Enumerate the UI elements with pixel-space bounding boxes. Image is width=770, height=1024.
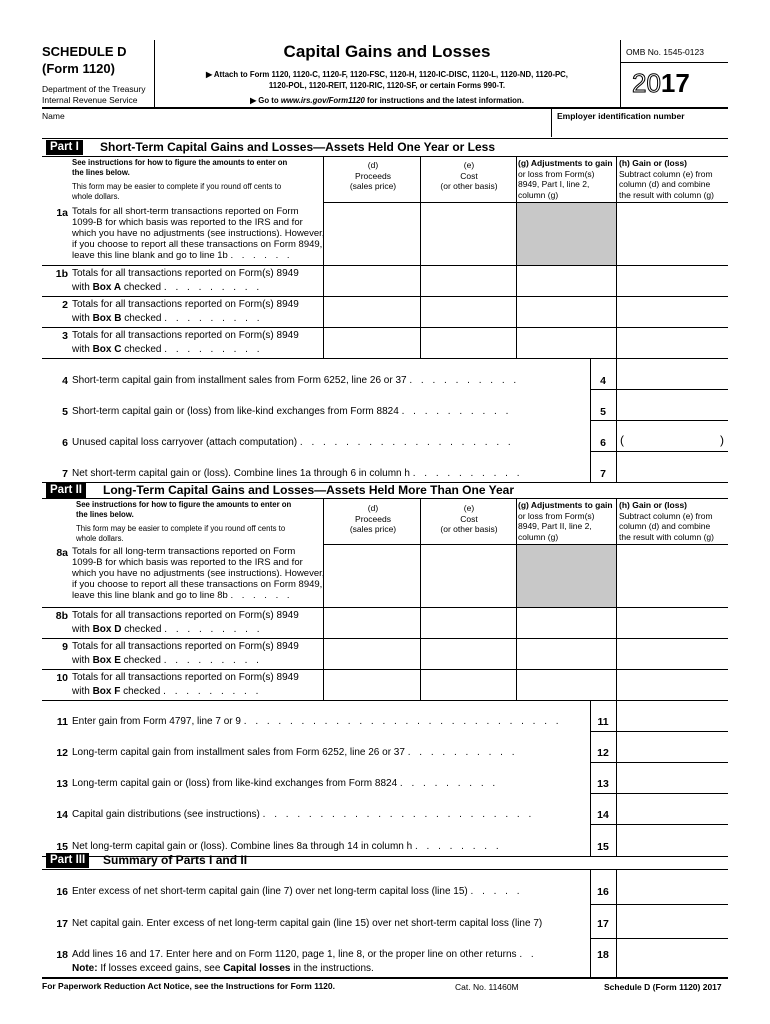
line-10-col-e-input[interactable] bbox=[422, 671, 514, 699]
line-1b-col-g-input[interactable] bbox=[518, 267, 614, 295]
line-18-box: 18 bbox=[597, 949, 609, 961]
line-1b-number: 1b bbox=[55, 268, 68, 280]
line-2-label: Totals for all transactions reported on Form(s) 8949 with Box B checked . . . . . . . . . bbox=[72, 299, 299, 324]
form-number: (Form 1120) bbox=[42, 61, 115, 76]
part1-tag: Part I bbox=[46, 140, 83, 155]
line-13-input[interactable] bbox=[618, 764, 726, 791]
line-4-label: Short-term capital gain from installment sales from Form 6252, line 26 or 37 . . . . . . . . . . bbox=[72, 375, 520, 386]
goto-line: ▶ Go to www.irs.gov/Form1120 for instructions and the latest information. bbox=[250, 96, 524, 105]
line-2-number: 2 bbox=[62, 299, 68, 311]
line-10-number: 10 bbox=[56, 672, 68, 684]
part2-col-d-header: (d) Proceeds (sales price) bbox=[349, 503, 397, 534]
line-5-input[interactable] bbox=[618, 392, 726, 419]
line-1b-label: Totals for all transactions reported on Form(s) 8949 with Box A checked . . . . . . . . . bbox=[72, 268, 299, 293]
line-13-box: 13 bbox=[597, 778, 609, 790]
line-7-input[interactable] bbox=[618, 454, 726, 481]
part1-title: Short-Term Capital Gains and Losses—Assets Held One Year or Less bbox=[100, 140, 496, 154]
line-1b-col-d-input[interactable] bbox=[325, 267, 418, 295]
part1-instructions: See instructions for how to figure the amounts to enter on the lines below. This form may be easier to complete if you round off cents to whole dollars. bbox=[72, 158, 288, 201]
irs-line: Internal Revenue Service bbox=[42, 95, 138, 105]
line-6-number: 6 bbox=[62, 437, 68, 449]
line-4-box: 4 bbox=[600, 375, 606, 387]
line-1a-col-e-input[interactable] bbox=[422, 204, 514, 263]
line-7-number: 7 bbox=[62, 468, 68, 480]
line-16-number: 16 bbox=[56, 886, 68, 898]
part2-instructions: See instructions for how to figure the amounts to enter on the lines below. This form may be easier to complete if you round off cents to whole dollars. bbox=[76, 500, 292, 543]
line-10-col-h-input[interactable] bbox=[618, 671, 726, 699]
line-8b-number: 8b bbox=[55, 610, 68, 622]
line-10-col-d-input[interactable] bbox=[325, 671, 418, 699]
line-4-input[interactable] bbox=[618, 361, 726, 388]
line-8b-col-h-input[interactable] bbox=[618, 609, 726, 637]
line-15-label: Net long-term capital gain or (loss). Combine lines 8a through 14 in column h . . . . . . . . bbox=[72, 841, 502, 852]
form-title: Capital Gains and Losses bbox=[283, 42, 491, 61]
line-7-box: 7 bbox=[600, 468, 606, 480]
line-10-label: Totals for all transactions reported on Form(s) 8949 with Box F checked . . . . . . . . . bbox=[72, 672, 299, 697]
line-12-box: 12 bbox=[597, 747, 609, 759]
line-9-col-h-input[interactable] bbox=[618, 640, 726, 668]
line-11-input[interactable] bbox=[618, 702, 726, 729]
line-16-box: 16 bbox=[597, 886, 609, 898]
line-13-number: 13 bbox=[56, 778, 68, 790]
line-3-number: 3 bbox=[62, 330, 68, 342]
line-8a-col-h-input[interactable] bbox=[618, 546, 726, 605]
department-line: Department of the Treasury bbox=[42, 84, 146, 94]
line-3-label: Totals for all transactions reported on Form(s) 8949 with Box C checked . . . . . . . . . bbox=[72, 330, 299, 355]
omb-number: OMB No. 1545-0123 bbox=[626, 47, 704, 57]
line-9-label: Totals for all transactions reported on Form(s) 8949 with Box E checked . . . . . . . . . bbox=[72, 641, 299, 666]
line-17-box: 17 bbox=[597, 918, 609, 930]
line-8b-col-e-input[interactable] bbox=[422, 609, 514, 637]
line-8a-col-d-input[interactable] bbox=[325, 546, 418, 605]
line-9-number: 9 bbox=[62, 641, 68, 653]
line-14-number: 14 bbox=[56, 809, 68, 821]
line-12-input[interactable] bbox=[618, 733, 726, 760]
line-5-number: 5 bbox=[62, 406, 68, 418]
part2-col-g-header: (g) Adjustments to gain or loss from Form(s) 8949, Part II, line 2, column (g) bbox=[518, 500, 613, 542]
line-9-col-d-input[interactable] bbox=[325, 640, 418, 668]
line-18-label: Add lines 16 and 17. Enter here and on Form 1120, page 1, line 8, or the proper line on other returns . . bbox=[72, 949, 537, 960]
line-1a-col-h-input[interactable] bbox=[618, 204, 726, 263]
line-12-number: 12 bbox=[56, 747, 68, 759]
schedule-title: SCHEDULE D bbox=[42, 44, 127, 59]
line-17-input[interactable] bbox=[618, 906, 726, 936]
line-1a-number: 1a bbox=[56, 207, 68, 219]
line-3-col-e-input[interactable] bbox=[422, 329, 514, 357]
line-6-open-paren: ( bbox=[620, 433, 624, 447]
part2-8a-col-g-shaded bbox=[517, 545, 616, 607]
part1-col-h-header: (h) Gain or (loss) Subtract column (e) from column (d) and combine the result with column (g) bbox=[619, 158, 714, 200]
line-18-input[interactable] bbox=[618, 940, 726, 975]
line-8a-number: 8a bbox=[56, 547, 68, 559]
line-8a-col-e-input[interactable] bbox=[422, 546, 514, 605]
line-11-number: 11 bbox=[56, 716, 68, 728]
line-8b-label: Totals for all transactions reported on Form(s) 8949 with Box D checked . . . . . . . . . bbox=[72, 610, 299, 635]
paperwork-notice: For Paperwork Reduction Act Notice, see the Instructions for Form 1120. bbox=[42, 981, 336, 991]
footer-form-id: Schedule D (Form 1120) 2017 bbox=[604, 982, 722, 992]
part2-tag: Part II bbox=[46, 483, 86, 498]
line-6-input[interactable] bbox=[628, 423, 718, 450]
line-15-number: 15 bbox=[56, 841, 68, 853]
catalog-number: Cat. No. 11460M bbox=[455, 982, 519, 992]
ein-field[interactable] bbox=[557, 121, 725, 135]
name-label: Name bbox=[42, 111, 65, 121]
line-17-label: Net capital gain. Enter excess of net long-term capital gain (line 15) over net short-term capital loss (line 7) bbox=[72, 918, 543, 929]
line-12-label: Long-term capital gain from installment sales from Form 6252, line 26 or 37 . . . . . . . . . . bbox=[72, 747, 518, 758]
line-2-col-e-input[interactable] bbox=[422, 298, 514, 326]
attach-line-2: 1120-POL, 1120-REIT, 1120-RIC, 1120-SF, or certain Forms 990-T. bbox=[268, 81, 506, 90]
line-2-col-d-input[interactable] bbox=[325, 298, 418, 326]
line-18-number: 18 bbox=[56, 949, 68, 961]
part2-col-h-header: (h) Gain or (loss) Subtract column (e) from column (d) and combine the result with column (g) bbox=[619, 500, 714, 542]
line-5-label: Short-term capital gain or (loss) from like-kind exchanges from Form 8824 . . . . . . . . . . bbox=[72, 406, 512, 417]
part2-title: Long-Term Capital Gains and Losses—Assets Held More Than One Year bbox=[103, 483, 514, 497]
name-field[interactable] bbox=[44, 121, 549, 135]
line-9-col-g-input[interactable] bbox=[518, 640, 614, 668]
line-4-number: 4 bbox=[62, 375, 68, 387]
line-15-input[interactable] bbox=[618, 826, 726, 854]
line-11-label: Enter gain from Form 4797, line 7 or 9 . . . . . . . . . . . . . . . . . . . . . . . . . . . . bbox=[72, 716, 562, 727]
line-6-label: Unused capital loss carryover (attach computation) . . . . . . . . . . . . . . . . . . . bbox=[72, 437, 514, 448]
line-14-box: 14 bbox=[597, 809, 609, 821]
line-1b-col-h-input[interactable] bbox=[618, 267, 726, 295]
line-9-col-e-input[interactable] bbox=[422, 640, 514, 668]
line-3-col-d-input[interactable] bbox=[325, 329, 418, 357]
line-16-label: Enter excess of net short-term capital gain (line 7) over net long-term capital loss (line 15) . . . . . bbox=[72, 886, 523, 897]
line-2-col-h-input[interactable] bbox=[618, 298, 726, 326]
line-5-box: 5 bbox=[600, 406, 606, 418]
ein-label: Employer identification number bbox=[557, 111, 685, 121]
line-15-box: 15 bbox=[597, 841, 609, 853]
part1-1a-col-g-shaded bbox=[517, 203, 616, 265]
line-1b-col-e-input[interactable] bbox=[422, 267, 514, 295]
line-18-note: Note: If losses exceed gains, see Capital losses in the instructions. bbox=[72, 963, 374, 974]
line-14-label: Capital gain distributions (see instructions) . . . . . . . . . . . . . . . . . . . . . . . . bbox=[72, 809, 535, 820]
part1-col-e-header: (e) Cost (or other basis) bbox=[440, 160, 498, 191]
line-3-col-h-input[interactable] bbox=[618, 329, 726, 357]
line-13-label: Long-term capital gain or (loss) from like-kind exchanges from Form 8824 . . . . . . . . . bbox=[72, 778, 499, 789]
line-3-col-g-input[interactable] bbox=[518, 329, 614, 357]
part2-col-e-header: (e) Cost (or other basis) bbox=[440, 503, 498, 534]
line-1a-col-d-input[interactable] bbox=[325, 204, 418, 263]
irs-url[interactable]: www.irs.gov/Form1120 bbox=[280, 96, 365, 105]
line-6-box: 6 bbox=[600, 437, 606, 449]
line-8a-label: Totals for all long-term transactions reported on Form 1099-B for which basis was reported to the IRS and for which you have no adjustments (see instructions). However, if you choose to report all these transactions on Form 8949, leave this line blank and go to line 8b . . . . . . bbox=[72, 546, 325, 601]
line-10-col-g-input[interactable] bbox=[518, 671, 614, 699]
line-14-input[interactable] bbox=[618, 795, 726, 822]
part1-col-d-header: (d) Proceeds (sales price) bbox=[349, 160, 397, 191]
part1-col-g-header: (g) Adjustments to gain or loss from Form(s) 8949, Part I, line 2, column (g) bbox=[518, 158, 613, 200]
line-1a-label: Totals for all short-term transactions reported on Form 1099-B for which basis was reported to the IRS and for which you have no adjustments (see instructions). However, if you choose to report all these transactions on Form 8949, leave this line blank and go to line 1b . . . . . . bbox=[72, 206, 325, 261]
line-7-label: Net short-term capital gain or (loss). Combine lines 1a through 6 in column h . . . . . . . . . . bbox=[72, 468, 523, 479]
line-8b-col-d-input[interactable] bbox=[325, 609, 418, 637]
part3-title: Summary of Parts I and II bbox=[103, 853, 248, 867]
part3-tag: Part III bbox=[46, 853, 89, 868]
line-6-close-paren: ) bbox=[720, 433, 724, 447]
line-16-input[interactable] bbox=[618, 872, 726, 902]
line-11-box: 11 bbox=[597, 716, 609, 728]
line-8b-col-g-input[interactable] bbox=[518, 609, 614, 637]
line-17-number: 17 bbox=[56, 918, 68, 930]
line-2-col-g-input[interactable] bbox=[518, 298, 614, 326]
attach-line-1: ▶ Attach to Form 1120, 1120-C, 1120-F, 1120-FSC, 1120-H, 1120-IC-DISC, 1120-L, 1120-ND, 1120-PC, bbox=[206, 70, 568, 79]
tax-year: 2017 bbox=[632, 68, 690, 98]
